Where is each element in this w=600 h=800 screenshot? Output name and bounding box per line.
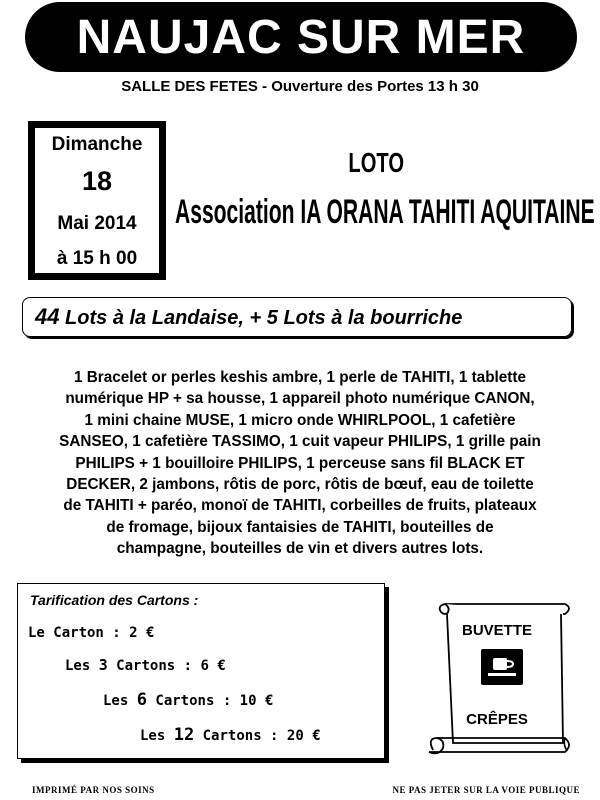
price-row-prefix: Le Carton : [28, 625, 130, 641]
lots-text [35, 304, 462, 330]
prize-line: de fromage, bijoux fantaisies de TAHITI, bouteilles de [106, 518, 494, 536]
footer-litter-note: NE PAS JETER SUR LA VOIE PUBLIQUE [392, 785, 580, 795]
price-row-12 [140, 725, 321, 745]
date-number: 18 [81, 166, 113, 196]
price-row-qty: 6 [136, 690, 147, 710]
price-row-prefix: Les [65, 658, 99, 674]
price-row-suffix: 2 € [129, 625, 155, 641]
footer-printed-note: IMPRIMÉ PAR NOS SOINS [32, 785, 155, 795]
lots-banner [22, 297, 572, 337]
price-row-suffix: Cartons : 20 € [194, 728, 321, 744]
event-label: LOTO [348, 147, 405, 178]
organizer-name: Association IA ORANA TAHITI AQUITAINE [175, 193, 595, 231]
price-row-6 [103, 690, 273, 710]
prize-list [0, 367, 600, 560]
date-month-year: Mai 2014 [57, 213, 137, 234]
title-banner [25, 2, 577, 72]
lots-count: 44 [35, 304, 60, 329]
pricing-title: Tarification des Cartons : [30, 592, 199, 608]
pricing-box [17, 583, 385, 759]
prize-line: PHILIPS + 1 bouilloire PHILIPS, 1 perceuse sans fil BLACK ET [75, 454, 525, 472]
price-row-suffix: Cartons : 6 € [107, 658, 226, 674]
prize-line: 1 Bracelet or perles keshis ambre, 1 perle de TAHITI, 1 tablette [73, 369, 526, 386]
crepes-label: CRÊPES [466, 711, 528, 728]
price-row-3 [65, 656, 226, 674]
buvette-label: BUVETTE [461, 622, 532, 639]
venue-info: SALLE DES FETES - Ouverture des Portes 13 h 30 [121, 78, 479, 95]
prize-line: champagne, bouteilles de vin et divers autres lots. [116, 540, 484, 558]
coffee-cup-icon [481, 649, 523, 685]
prize-line: DECKER, 2 jambons, rôtis de porc, rôtis de bœuf, eau de toilette [66, 476, 534, 494]
prize-line: 1 mini chaine MUSE, 1 micro onde WHIRLPOOL, 1 cafetière [84, 411, 516, 429]
price-row-prefix: Les [103, 693, 137, 709]
prize-line: SANSEO, 1 cafetière TASSIMO, 1 cuit vapeur PHILIPS, 1 grille pain [59, 433, 541, 451]
price-row-1 [28, 622, 154, 642]
price-row-prefix: Les [140, 728, 174, 744]
page-title: NAUJAC SUR MER [76, 10, 526, 64]
date-day: Dimanche [51, 134, 143, 155]
prize-line: de TAHITI + paréo, monoï de TAHITI, corbeilles de fruits, plateaux [63, 497, 537, 515]
price-row-qty: 3 [98, 656, 108, 674]
price-row-qty: 12 [173, 725, 195, 745]
date-box [34, 127, 160, 274]
price-row-suffix: Cartons : 10 € [146, 693, 274, 709]
prize-line: numérique HP + sa housse, 1 appareil photo numérique CANON, [65, 390, 535, 408]
date-time: à 15 h 00 [56, 248, 138, 269]
lots-description: Lots à la Landaise, + 5 Lots à la bourriche [59, 307, 463, 329]
